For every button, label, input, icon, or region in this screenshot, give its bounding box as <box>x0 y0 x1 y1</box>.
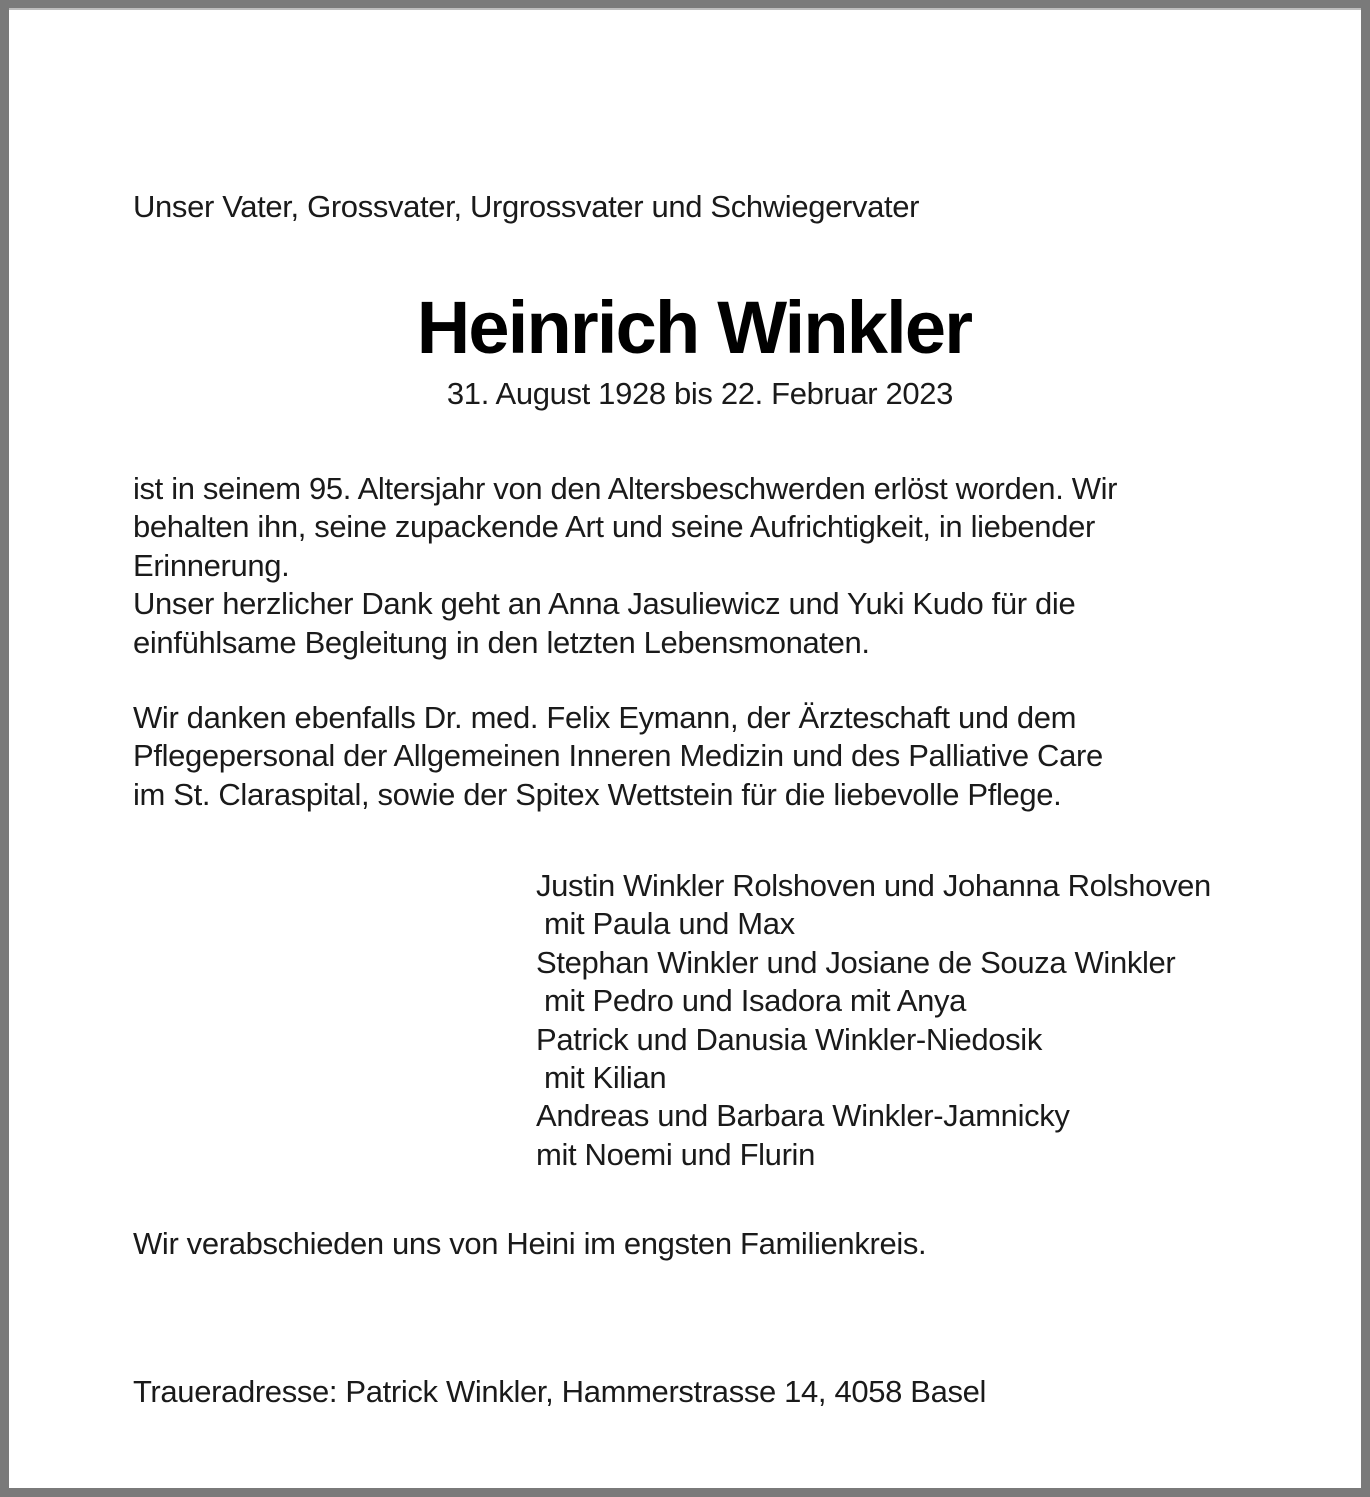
paragraph-line: im St. Claraspital, sowie der Spitex Wettstein für die liebevolle Pflege. <box>133 776 1062 812</box>
mourner-children: mit Paula und Max <box>544 906 795 942</box>
paragraph-line: Pflegepersonal der Allgemeinen Inneren Medizin und des Palliative Care <box>133 738 1103 774</box>
paragraph-line: einfühlsame Begleitung in den letzten Lebensmonaten. <box>133 624 870 660</box>
mourning-address: Traueradresse: Patrick Winkler, Hammerstrasse 14, 4058 Basel <box>133 1374 987 1409</box>
paragraph-line: ist in seinem 95. Altersjahr von den Altersbeschwerden erlöst worden. Wir <box>133 471 1118 506</box>
life-dates: 31. August 1928 bis 22. Februar 2023 <box>446 376 954 411</box>
mourners-list <box>536 867 1211 1174</box>
paragraph-line: Wir danken ebenfalls Dr. med. Felix Eymann, der Ärzteschaft und dem <box>133 700 1077 735</box>
mourner-family: Justin Winkler Rolshoven und Johanna Rolshoven <box>536 868 1211 903</box>
message-paragraph <box>133 470 1117 662</box>
deceased-name: Heinrich Winkler <box>416 286 972 369</box>
farewell-line: Wir verabschieden uns von Heini im engsten Familienkreis. <box>133 1226 927 1261</box>
mourner-family: Andreas und Barbara Winkler-Jamnicky <box>536 1098 1070 1134</box>
mourner-family: Stephan Winkler und Josiane de Souza Winkler <box>536 944 1176 980</box>
mourner-family: Patrick und Danusia Winkler-Niedosik <box>536 1021 1042 1057</box>
paragraph-line: behalten ihn, seine zupackende Art und seine Aufrichtigkeit, in liebender <box>133 509 1095 545</box>
paragraph-line: Erinnerung. <box>133 547 290 583</box>
paragraph-line: Unser herzlicher Dank geht an Anna Jasuliewicz und Yuki Kudo für die <box>133 586 1076 622</box>
intro-line: Unser Vater, Grossvater, Urgrossvater und Schwiegervater <box>133 189 920 224</box>
mourner-children: mit Noemi und Flurin <box>536 1136 815 1172</box>
thanks-paragraph <box>133 699 1103 814</box>
mourner-children: mit Pedro und Isadora mit Anya <box>544 983 967 1019</box>
mourner-children: mit Kilian <box>544 1060 667 1096</box>
